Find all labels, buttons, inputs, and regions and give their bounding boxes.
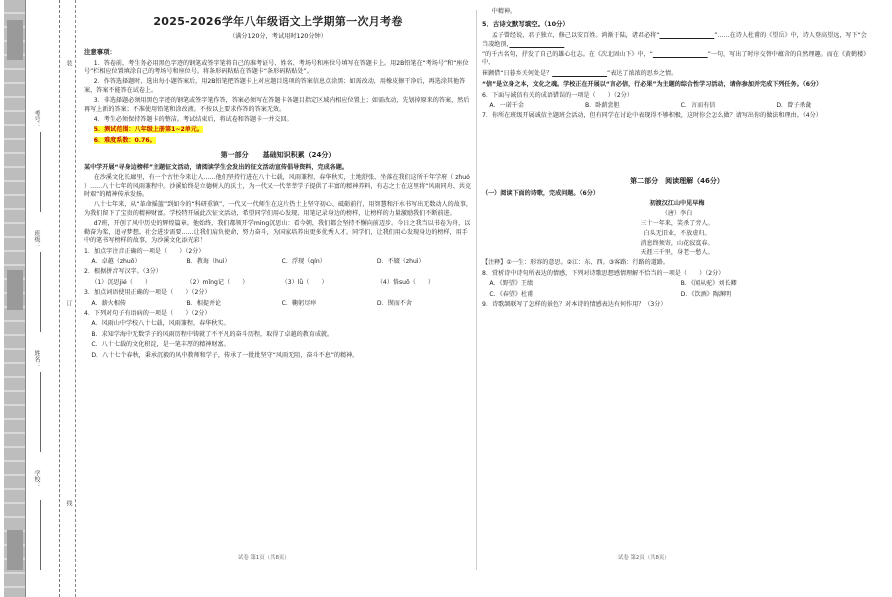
part2-heading: 第二部分 阅读理解（46分） <box>630 176 724 185</box>
note-item: 1．答卷前，考生务必用黑色字迹的钢笔或签字笔将自己的准考证号、姓名、考场号和座位号填写在答题卡上。用2B铅笔在“考场号”和“座位号”栏相应位置填涂自己的考场号和座位号。将条形码粘贴在答题卡“条形码粘贴处”。 <box>84 59 469 75</box>
poem-note: 【注释】①一生：形容的意思。②江：东、西。③客路：行路的道路。 <box>482 259 670 267</box>
question-6-options <box>482 102 872 110</box>
option-a[interactable]: A．《野望》王绩 <box>489 280 534 288</box>
part1-heading: 第一部分 基础知识积累（24分） <box>220 151 336 160</box>
option-b[interactable]: B．《闻从驼》刘长卿 <box>680 280 737 288</box>
option-c[interactable]: C．八十七载的文化积淀，是一笔丰厚的精神财富。 <box>91 341 230 349</box>
option-a[interactable]: A．薪火相传 <box>91 299 126 307</box>
blank-item[interactable]: （4）恪suō（ ） <box>376 278 435 286</box>
integrated-activity-intro: “信”是立身之本，文化之魂。学校正在开展以“言必信，行必果”为主题的综合性学习活动，请你参加并完成下列任务。（6分） <box>482 81 823 89</box>
note-item: 2．作答选择题时，选出每小题答案后，用2B铅笔把答题卡上对应题目选项的答案信息点涂黑；如需改动，用橡皮擦干净后，再选涂其他答案，答案不能答在试卷上。 <box>84 78 466 94</box>
blank-item[interactable]: （2）mǐng记（ ） <box>186 278 249 286</box>
class-field-label: 班级： <box>33 230 40 248</box>
question-9: 9．诗歌颔联写了怎样的景色？对本诗的情感表达有何作用？（3分） <box>482 301 667 309</box>
option-b[interactable]: B．教诲（huì） <box>186 257 231 265</box>
option-d[interactable]: D．曾子杀彘 <box>776 102 812 110</box>
left-column <box>84 8 472 362</box>
poem-line: 天涯三千里，身老一愁人。 <box>640 249 714 257</box>
option-b[interactable]: B．相提并论 <box>186 299 222 307</box>
option-b[interactable]: B．卧薪尝胆 <box>584 102 620 110</box>
activity-intro: 某中学开展“寻身边榜样”主题征文活动，请阅读学生会发出的征文活动宣传倡导资料，完成各题。 <box>84 163 348 171</box>
note-scope-highlight: 5．测试范围：八年级上册第1~2单元。 <box>93 126 203 134</box>
passage-paragraph: 八十七年来，从“革命摇篮”到如今的“科研重镇”，一代又一代师生在这片热土上坚守初心、砥砺前行，用智慧和汗水书写出无数动人的故事，为我们留下了宝贵的精神财富。学校特开展此次征文活动，希望同学们用心发现、用笔记录身边的榜样，让榜样的力量激励我们不断前进。 <box>84 201 473 217</box>
cut-line <box>62 0 76 597</box>
option-b[interactable]: B．求知学海中无数学子的风雨历程中铸就了不平凡的奋斗历程，取得了卓越的教育成就。 <box>91 330 334 338</box>
poem-line: 消息终须寄，山花寂寞春。 <box>640 239 714 247</box>
cut-label-ding: 订 <box>65 300 72 306</box>
question-5-heading: 5．古诗文默写填空。（10分） <box>482 20 569 29</box>
note-difficulty-highlight: 6．难度系数：0.76。 <box>93 136 156 144</box>
passage-paragraph: 在沙溪文化长廊里，有一个古往今来让人……他们坚持行进在八十七载，风雨兼程，春华秋实，土地舒张、坐落在我们这所千年学府（ zhuó ）……八十七年的风雨兼程中。沙溪始终是立德树人的沃土，为一代又一代莘莘学子提供了丰富的精神养料，有志之士在这里将“风雨同舟、共克时艰”的精神传承发扬。 <box>84 174 472 199</box>
continued-text: 中精神。 <box>491 8 517 15</box>
name-field-label: 姓名： <box>33 350 40 368</box>
poem-author: （唐）李白 <box>661 209 693 217</box>
column-divider <box>476 10 477 570</box>
cut-label-xian: 线 <box>65 500 72 506</box>
school-field-label: 学校： <box>33 470 40 488</box>
exam-subinfo: （满分120分，考试用时120分钟） <box>229 33 327 41</box>
question-2: 2．根据拼音写汉字。（3分） <box>84 268 162 276</box>
option-d[interactable]: D．锲而不舍 <box>376 299 412 307</box>
right-column <box>482 8 872 311</box>
poem-line: 三十一年来，笑杀了旁人。 <box>640 219 714 227</box>
question-3: 3．加点词语使用正确的一项是（ ）（2分） <box>84 289 211 297</box>
notes-heading: 注意事项： <box>84 47 116 56</box>
question-4: 4．下列对句子有语病的一项是（ ）（2分） <box>84 309 211 317</box>
exam-number-field-label: 考号： <box>33 110 40 128</box>
question-1: 1．加点字注音正确的一项是（ ）（2分） <box>84 247 205 255</box>
question-6: 6．下面与诚信有关的成语错误的一项是（ ）（2分） <box>482 91 633 99</box>
exam-title: 2025-2026学年八年级语文上学期第一次月考卷 <box>153 15 403 28</box>
question-2-items <box>84 279 472 287</box>
question-1-options <box>84 258 472 266</box>
student-info-fields <box>30 110 54 570</box>
question-3-options <box>84 300 472 308</box>
question-8-options-row2 <box>482 291 872 299</box>
passage-paragraph: d7班，开创了风中历史的辉煌篇章。他始终，我们都领开学ming沉思山：看今朝，我们都会坚持不懈向前迈步。今日之我当以书卷为舟，以勤奋为桨，追寻梦想。社会进步需要……让我们肩负使命，努力奋斗，为国家培养出更多优秀人才。同学们，让我们用心发现身边的榜样，用手中的笔书写榜样的故事，为沙溪文化添光彩！ <box>84 220 471 245</box>
option-c[interactable]: C．浮现（qín） <box>281 257 326 265</box>
option-d[interactable]: D．《饮酒》陶渊明 <box>680 290 732 298</box>
poem-title: 初渡汉江山中见早梅 <box>649 199 705 207</box>
option-c[interactable]: C．《春望》杜甫 <box>489 290 534 298</box>
question-8: 8．赏析诗中诗句所表达的情感，下列对诗歌思想感情理解不恰当的一项是（ ）（2分） <box>482 269 725 277</box>
note-item: 3．非选择题必须用黑色字迹的钢笔或签字笔作答，答案必须写在答题卡各题目指定区域内相应位置上；如需改动，先划掉原来的答案，然后再写上新的答案；不准使用铅笔和涂改液。不按以上要求作答的答案无效。 <box>84 97 470 113</box>
option-c[interactable]: C．言而有信 <box>680 102 716 110</box>
option-a[interactable]: A．一诺千金 <box>489 102 524 110</box>
footer-page-2: 试卷 第2页（共8页） <box>618 555 670 561</box>
blank-item[interactable]: （3）lǚ（ ） <box>281 278 328 286</box>
option-a[interactable]: A．风雨山中学校八十七载，风雨兼程，春华秋实。 <box>91 320 230 328</box>
q5-line: ”的千古名句，抒发了自己的雄心壮志。在《次北固山下》中，“ ”一句，写出了时序交替中蕴含的自然理趣。而在《黄鹤楼》中， <box>482 51 870 67</box>
option-d[interactable]: D．不辍（zhuì） <box>376 257 425 265</box>
note-item: 4．考生必须保持答题卡的整洁。考试结束后，将试卷和答题卡一并交回。 <box>93 115 293 123</box>
question-7: 7．你所在班级开展诚信主题班会活动，但有同学在讨论中表现得不够积极，这时你会怎么做？请写出你的做法和理由。（4分） <box>482 112 822 120</box>
option-a[interactable]: A．卓越（zhuō） <box>91 257 141 265</box>
footer-page-1: 试卷 第1页（共8页） <box>238 555 290 561</box>
q5-line: 崔颢借“日暮乡关何处是？ ”表达了浓浓的思乡之情。 <box>482 69 678 77</box>
blank-item[interactable]: （1）沉思jié（ ） <box>91 278 152 286</box>
q5-line: 孟子曾经说，君子独立，修己以安百姓。鸿渐于陆，诸君必将“ ”……在诗人杜甫的《望岳》中，诗人登高望远，写下“会当凌绝顶， <box>482 32 867 48</box>
binding-strip <box>4 0 26 597</box>
option-c[interactable]: C．鞠躬尽瘁 <box>281 299 317 307</box>
poem-line: 白头无旧业，不放虚归。 <box>643 229 711 237</box>
cut-label-zhuang: 装 <box>65 60 72 66</box>
section-a-heading: （一）阅读下面的诗歌，完成问题。（6分） <box>482 189 599 197</box>
question-8-options-row1 <box>482 280 872 288</box>
option-d[interactable]: D．八十七个春秋，秉承沉毅的风中教师和学子，传承了一批批坚守“风雨无阻，奋斗不息”的精神。 <box>91 351 359 359</box>
